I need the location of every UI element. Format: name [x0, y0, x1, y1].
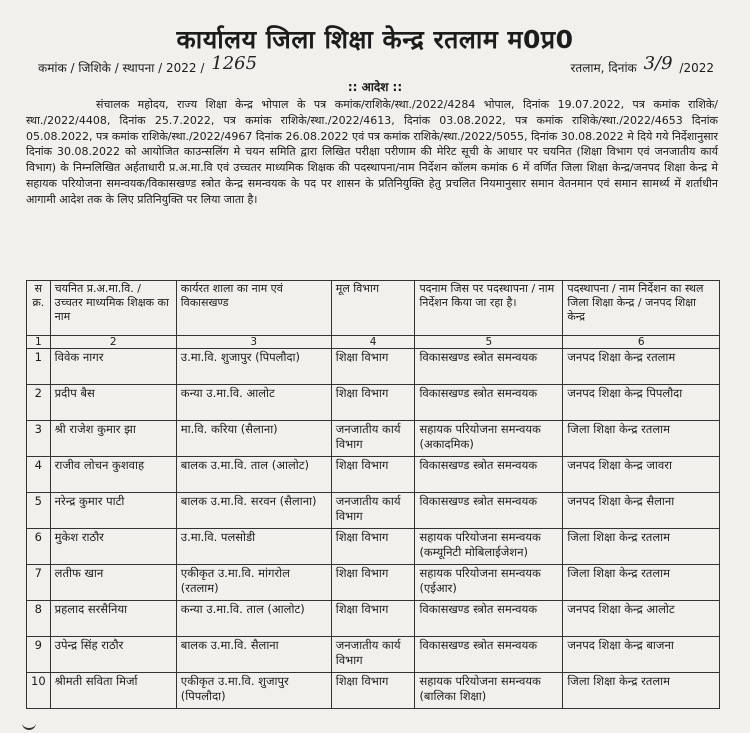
cell-school: बालक उ.मा.वि. ताल (आलोट)	[176, 457, 331, 493]
cell-department: शिक्षा विभाग	[331, 601, 415, 637]
cell-posting-place: जिला शिक्षा केन्द्र रतलाम	[563, 565, 720, 601]
cell-posting-place: जनपद शिक्षा केन्द्र आलोट	[563, 601, 720, 637]
table-row	[27, 349, 720, 385]
cell-school: एकीकृत उ.मा.वि. मांगरोल (रतलाम)	[176, 565, 331, 601]
column-number: 4	[331, 336, 415, 349]
cell-posting-place: जनपद शिक्षा केन्द्र सैलाना	[563, 493, 720, 529]
table-row	[27, 457, 720, 493]
cell-department: शिक्षा विभाग	[331, 529, 415, 565]
cell-designation: विकासखण्ड स्त्रोत समन्वयक	[415, 349, 563, 385]
cell-department: शिक्षा विभाग	[331, 385, 415, 421]
cell-school: बालक उ.मा.वि. सरवन (सैलाना)	[176, 493, 331, 529]
place-date	[570, 53, 714, 77]
cell-school: उ.मा.वि. शुजापुर (पिपलौदा)	[176, 349, 331, 385]
cell-posting-place: जिला शिक्षा केन्द्र रतलाम	[563, 529, 720, 565]
order-body-paragraph: संचालक महोदय, राज्य शिक्षा केन्द्र भोपाल के पत्र कमांक/राशिके/स्था./2022/4284 भोपाल, दिनांक 19.07.2022, पत्र कमांक राशिके/स्था./2022/4408, दिनांक 25.7.2022, पत्र कमांक राशिके/स्था./2022/4613, दिनांक 03.08.2022, पत्र कमांक राशिके/स्था./2022/4653 दिनांक 05.08.2022, पत्र कमांक राशिके/स्था./2022/4967 दिनांक 26.08.2022 एवं पत्र कमांक राशिके/स्था./2022/5055, दिनांक 30.08.2022 मे दिये गये निर्देशानुसार दिनांक 30.08.2022 को आयोजित काउन्सलिंग मे चयन समिति द्वारा लिखित परीक्षा परीणाम की मेरिट सूची के आधार पर चयनित (शिक्षा विभाग एवं जनजातीय कार्य विभाग) के निम्नलिखित अर्हताधारी प्र.अ.मा.वि एवं उच्चतर माध्यमिक शिक्षक की पदस्थापना/नाम निर्देशन कॉलम कमांक 6 में वर्णित जिला शिक्षा केन्द्र/जनपद शिक्षा केन्द्र मे सहायक परियोजना समन्वयक/विकासखण्ड स्त्रोत केन्द्र समन्वयक के पद पर शासन के प्रतिनियुक्ति हेतु प्रचलित नियमानुसार समान वेतनमान एवं समान सामर्थ्य में शर्ताधीन आगामी आदेश तक के लिए प्रतिनियुक्ति पर लिया जाता है।	[26, 98, 718, 206]
cell-school: बालक उ.मा.वि. सैलाना	[176, 637, 331, 673]
cell-name: श्रीमती सविता मिर्जा	[50, 673, 176, 709]
cell-department: शिक्षा विभाग	[331, 565, 415, 601]
reference-line	[38, 53, 714, 76]
cell-designation: विकासखण्ड स्त्रोत समन्वयक	[415, 457, 563, 493]
cell-designation: विकासखण्ड स्त्रोत समन्वयक	[415, 601, 563, 637]
cell-department: शिक्षा विभाग	[331, 673, 415, 709]
table-row	[27, 385, 720, 421]
header-school: कार्यरत शाला का नाम एवं विकासखण्ड	[176, 281, 331, 336]
cell-serial: 5	[27, 493, 51, 529]
cell-name: प्रहलाद सरसैनिया	[50, 601, 176, 637]
cell-designation: सहायक परियोजना समन्वयक (बालिका शिक्षा)	[415, 673, 563, 709]
cell-posting-place: जनपद शिक्षा केन्द्र रतलाम	[563, 349, 720, 385]
cell-serial: 9	[27, 637, 51, 673]
table-row	[27, 421, 720, 457]
table-row	[27, 637, 720, 673]
column-number: 6	[563, 336, 720, 349]
cell-school: कन्या उ.मा.वि. ताल (आलोट)	[176, 601, 331, 637]
cell-serial: 8	[27, 601, 51, 637]
place-date-prefix: रतलाम, दिनांक	[570, 61, 637, 75]
cell-school: उ.मा.वि. पलसोडी	[176, 529, 331, 565]
cell-department: शिक्षा विभाग	[331, 457, 415, 493]
table-row	[27, 493, 720, 529]
cell-name: मुकेश राठौर	[50, 529, 176, 565]
reference-number	[38, 53, 260, 77]
column-number: 2	[50, 336, 176, 349]
cell-name: राजीव लोचन कुशवाह	[50, 457, 176, 493]
table-row	[27, 529, 720, 565]
cell-school: एकीकृत उ.मा.वि. शुजापुर (पिपलौदा)	[176, 673, 331, 709]
column-number: 3	[176, 336, 331, 349]
header-department: मूल विभाग	[331, 281, 415, 336]
column-number-row	[27, 336, 720, 349]
date-year: /2022	[679, 61, 714, 75]
cell-name: लतीफ खान	[50, 565, 176, 601]
order-heading: :: आदेश ::	[347, 80, 403, 94]
cell-department: शिक्षा विभाग	[331, 349, 415, 385]
cell-designation: विकासखण्ड स्त्रोत समन्वयक	[415, 493, 563, 529]
cell-serial: 7	[27, 565, 51, 601]
cell-designation: सहायक परियोजना समन्वयक (अकादमिक)	[415, 421, 563, 457]
table-header-row	[27, 281, 720, 336]
cell-posting-place: जनपद शिक्षा केन्द्र बाजना	[563, 637, 720, 673]
cell-department: जनजातीय कार्य विभाग	[331, 421, 415, 457]
cell-serial: 2	[27, 385, 51, 421]
header-designation: पदनाम जिस पर पदस्थापना / नाम निर्देशन किया जा रहा है।	[415, 281, 563, 336]
reference-handwritten-number: 1265	[211, 53, 258, 74]
reference-prefix: कमांक / जिशिके / स्थापना / 2022 /	[38, 61, 205, 75]
cell-posting-place: जनपद शिक्षा केन्द्र जावरा	[563, 457, 720, 493]
cell-posting-place: जिला शिक्षा केन्द्र रतलाम	[563, 421, 720, 457]
header-name: चयनित प्र.अ.मा.वि. / उच्चतर माध्यमिक शिक्षक का नाम	[50, 281, 176, 336]
cell-department: जनजातीय कार्य विभाग	[331, 493, 415, 529]
cell-serial: 3	[27, 421, 51, 457]
header-serial: स क्र.	[27, 281, 51, 336]
cell-name: श्री राजेश कुमार झा	[50, 421, 176, 457]
table-row	[27, 565, 720, 601]
header-posting-place: पदस्थापना / नाम निर्देशन का स्थल जिला शिक्षा केन्द्र / जनपद शिक्षा केन्द्र	[563, 281, 720, 336]
cell-name: प्रदीप बैस	[50, 385, 176, 421]
cell-name: विवेक नागर	[50, 349, 176, 385]
cell-designation: सहायक परियोजना समन्वयक (कम्यूनिटी मोबिलाईजेशन)	[415, 529, 563, 565]
cell-designation: विकासखण्ड स्त्रोत समन्वयक	[415, 385, 563, 421]
office-title: कार्यालय जिला शिक्षा केन्द्र रतलाम म0प्र0	[176, 25, 574, 54]
posting-table	[26, 280, 720, 709]
cell-serial: 10	[27, 673, 51, 709]
column-number: 5	[415, 336, 563, 349]
cell-posting-place: जिला शिक्षा केन्द्र रतलाम	[563, 673, 720, 709]
cell-name: उपेन्द्र सिंह राठौर	[50, 637, 176, 673]
cell-department: जनजातीय कार्य विभाग	[331, 637, 415, 673]
table-row	[27, 673, 720, 709]
column-number: 1	[27, 336, 51, 349]
cell-serial: 6	[27, 529, 51, 565]
cell-posting-place: जनपद शिक्षा केन्द्र पिपलौदा	[563, 385, 720, 421]
handwritten-date: 3/9	[643, 53, 673, 74]
cell-school: मा.वि. करिया (सैलाना)	[176, 421, 331, 457]
cell-name: नरेन्द्र कुमार पाटी	[50, 493, 176, 529]
table-row	[27, 601, 720, 637]
cell-serial: 1	[27, 349, 51, 385]
cell-serial: 4	[27, 457, 51, 493]
cell-designation: सहायक परियोजना समन्वयक (एईआर)	[415, 565, 563, 601]
cell-designation: विकासखण्ड स्त्रोत समन्वयक	[415, 637, 563, 673]
cell-school: कन्या उ.मा.वि. आलोट	[176, 385, 331, 421]
corner-pen-mark	[22, 720, 36, 730]
